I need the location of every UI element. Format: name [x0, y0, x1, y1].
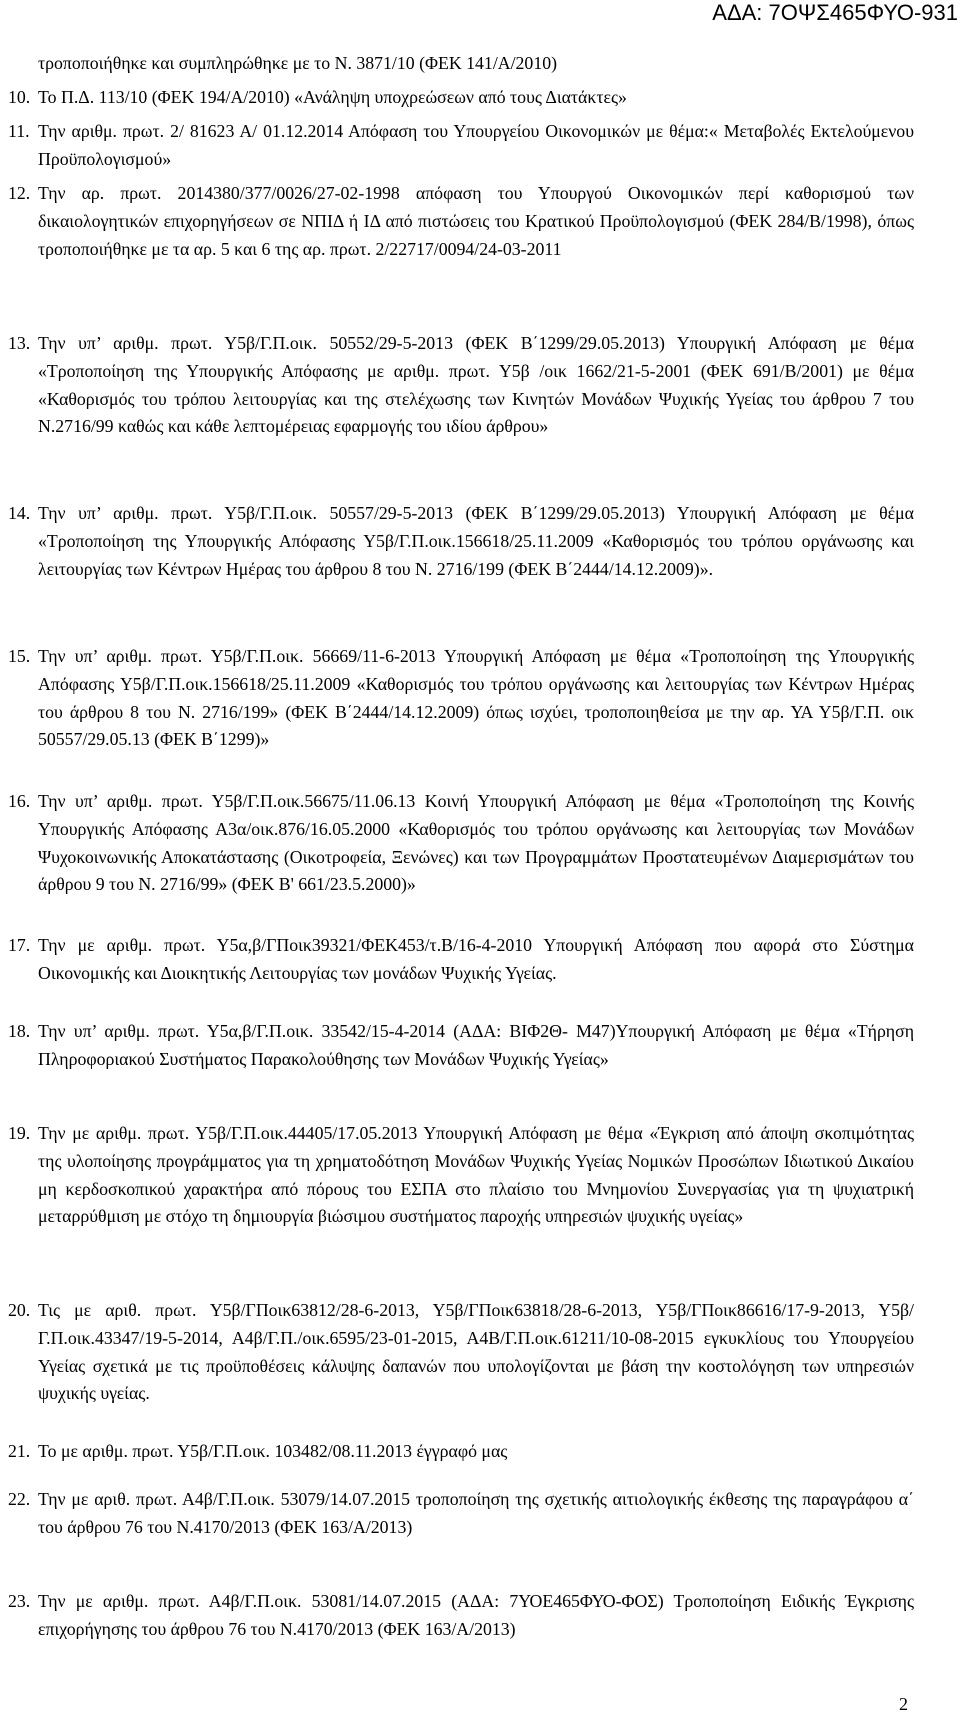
item-text: Την υπ’ αριθμ. πρωτ. Υ5β/Γ.Π.οικ. 56669/11-6-2013 Υπουργική Απόφαση με θέμα «Τροποποίηση της Υπουργικής Απόφασης Υ5β/Γ.Π.οικ.156618/25.11.2009 «Καθορισμός του τρόπου οργάνωσης και λειτουργίας των Κέντρων Ημέρας του άρθρου 8 του Ν. 2716/199» (ΦΕΚ Β΄2444/14.12.2009) όπως ισχύει, τροποποιηθείσα με την αρ. ΥΑ Υ5β/Γ.Π. οικ 50557/29.05.13 (ΦΕΚ Β΄1299)» [38, 646, 914, 750]
item-text: Την υπ’ αριθμ. πρωτ. Υ5β/Γ.Π.οικ. 50552/29-5-2013 (ΦΕΚ Β΄1299/29.05.2013) Υπουργική Απόφαση με θέμα «Τροποποίηση της Υπουργικής Απόφασης με αριθμ. πρωτ. Υ5β /οικ 1662/21-5-2001 (ΦΕΚ 691/Β/2001) με θέμα «Καθορισμός του τρόπου λειτουργίας και της στελέχωσης των Κινητών Μονάδων Ψυχικής Υγείας του άρθρου 7 του Ν.2716/99 καθώς και κάθε λεπτομέρειας εφαρμογής του ιδίου άρθρου» [38, 333, 914, 437]
item-text: Την με αριθμ. πρωτ. Υ5α,β/ΓΠοικ39321/ΦΕΚ453/τ.Β/16-4-2010 Υπουργική Απόφαση που αφορά στο Σύστημα Οικονομικής και Διοικητικής Λειτουργίας των μονάδων Ψυχικής Υγείας. [38, 935, 914, 983]
item-number: 10. [8, 87, 31, 107]
item-number: 17. [8, 935, 31, 955]
item-text: Την υπ’ αριθμ. πρωτ. Υ5β/Γ.Π.οικ. 50557/29-5-2013 (ΦΕΚ Β΄1299/29.05.2013) Υπουργική Απόφαση με θέμα «Τροποποίηση της Υπουργικής Απόφασης Υ5β/Γ.Π.οικ.156618/25.11.2009 «Καθορισμός του τρόπου οργάνωσης και λειτουργίας των Κέντρων Ημέρας του άρθρου 8 του Ν. 2716/199 (ΦΕΚ Β΄2444/14.12.2009)». [38, 503, 914, 579]
item-number: 21. [8, 1441, 31, 1461]
item-number: 23. [8, 1591, 31, 1611]
item-text: Την αρ. πρωτ. 2014380/377/0026/27-02-1998 απόφαση του Υπουργού Οικονομικών περί καθορισμού των δικαιολογητικών επιχορηγήσεων σε ΝΠΙΔ ή ΙΔ από πιστώσεις του Κρατικού Προϋπολογισμού (ΦΕΚ 284/Β/1998), όπως τροποποιήθηκε με τα αρ. 5 και 6 της αρ. πρωτ. 2/22717/0094/24-03-2011 [38, 183, 914, 259]
item-text: Τις με αριθ. πρωτ. Υ5β/ΓΠοικ63812/28-6-2013, Υ5β/ΓΠοικ63818/28-6-2013, Υ5β/ΓΠοικ86616/17-9-2013, Υ5β/Γ.Π.οικ.43347/19-5-2014, Α4β/Γ.Π./οικ.6595/23-01-2015, Α4Β/Γ.Π.οικ.61211/10-08-2015 εγκυκλίους του Υπουργείου Υγείας σχετικά με τις προϋποθέσεις κάλυψης δαπανών που υπολογίζονται με βάση την κοστολόγηση των υπηρεσιών ψυχικής υγείας. [38, 1300, 914, 1404]
item-text: Το Π.Δ. 113/10 (ΦΕΚ 194/Α/2010) «Ανάληψη υποχρεώσεων από τους Διατάκτες» [38, 87, 627, 107]
item-number: 13. [8, 333, 31, 353]
item-number: 14. [8, 503, 31, 523]
item-number: 16. [8, 791, 31, 811]
item-number: 22. [8, 1489, 31, 1509]
item-text: Την υπ’ αριθμ. πρωτ. Υ5α,β/Γ.Π.οικ. 33542/15-4-2014 (ΑΔΑ: ΒΙΦ2Θ- Μ47)Υπουργική Απόφαση με θέμα «Τήρηση Πληροφοριακού Συστήματος Παρακολούθησης των Μονάδων Ψυχικής Υγείας» [38, 1021, 914, 1069]
item-text: Την υπ’ αριθμ. πρωτ. Υ5β/Γ.Π.οικ.56675/11.06.13 Κοινή Υπουργική Απόφαση με θέμα «Τροποποίηση της Κοινής Υπουργικής Απόφασης Α3α/οικ.876/16.05.2000 «Καθορισμός του τρόπου οργάνωσης και λειτουργίας των Μονάδων Ψυχοκοινωνικής Αποκατάστασης (Οικοτροφεία, Ξενώνες) και των Προγραμμάτων Προστατευμένων Διαμερισμάτων του άρθρου 9 του Ν. 2716/99» (ΦΕΚ Β' 661/23.5.2000)» [38, 791, 914, 895]
item-number: 11. [8, 121, 30, 141]
item-number: 19. [8, 1123, 31, 1143]
page-number: 2 [899, 1694, 908, 1714]
ada-header: ΑΔΑ: 7ΟΨΣ465ΦΥΟ-931 [712, 0, 958, 25]
item-text: Την με αριθ. πρωτ. Α4β/Γ.Π.οικ. 53079/14.07.2015 τροποποίηση της σχετικής αιτιολογικής έκθεσης της παραγράφου α΄ του άρθρου 76 του Ν.4170/2013 (ΦΕΚ 163/Α/2013) [38, 1489, 914, 1537]
item-number: 18. [8, 1021, 31, 1041]
intro-line: τροποποιήθηκε και συμπληρώθηκε με το Ν. 3871/10 (ΦΕΚ 141/Α/2010) [38, 53, 558, 73]
item-number: 15. [8, 646, 31, 666]
item-text: Την αριθμ. πρωτ. 2/ 81623 Α/ 01.12.2014 Απόφαση του Υπουργείου Οικονομικών με θέμα:« Μεταβολές Εκτελούμενου Προϋπολογισμού» [38, 121, 914, 169]
item-text: Την με αριθμ. πρωτ. Υ5β/Γ.Π.οικ.44405/17.05.2013 Υπουργική Απόφαση με θέμα «Έγκριση από άποψη σκοπιμότητας της υλοποίησης προγράμματος για τη χρηματοδότηση Μονάδων Ψυχικής Υγείας Νομικών Προσώπων Ιδιωτικού Δικαίου μη κερδοσκοπικού χαρακτήρα από πόρους του ΕΣΠΑ στο πλαίσιο του Μνημονίου Συνεργασίας για τη ψυχιατρική μεταρρύθμιση με στόχο τη δημιουργία βιώσιμου συστήματος παροχής υπηρεσιών ψυχικής υγείας» [38, 1123, 914, 1227]
item-number: 12. [8, 183, 31, 203]
item-text: Το με αριθμ. πρωτ. Υ5β/Γ.Π.οικ. 103482/08.11.2013 έγγραφό μας [38, 1441, 508, 1461]
item-text: Την με αριθμ. πρωτ. Α4β/Γ.Π.οικ. 53081/14.07.2015 (ΑΔΑ: 7ΥΟΕ465ΦΥΟ-ΦΟΣ) Τροποποίηση Ειδικής Έγκρισης επιχορήγησης του άρθρου 76 του Ν.4170/2013 (ΦΕΚ 163/Α/2013) [38, 1591, 914, 1639]
item-number: 20. [8, 1300, 31, 1320]
